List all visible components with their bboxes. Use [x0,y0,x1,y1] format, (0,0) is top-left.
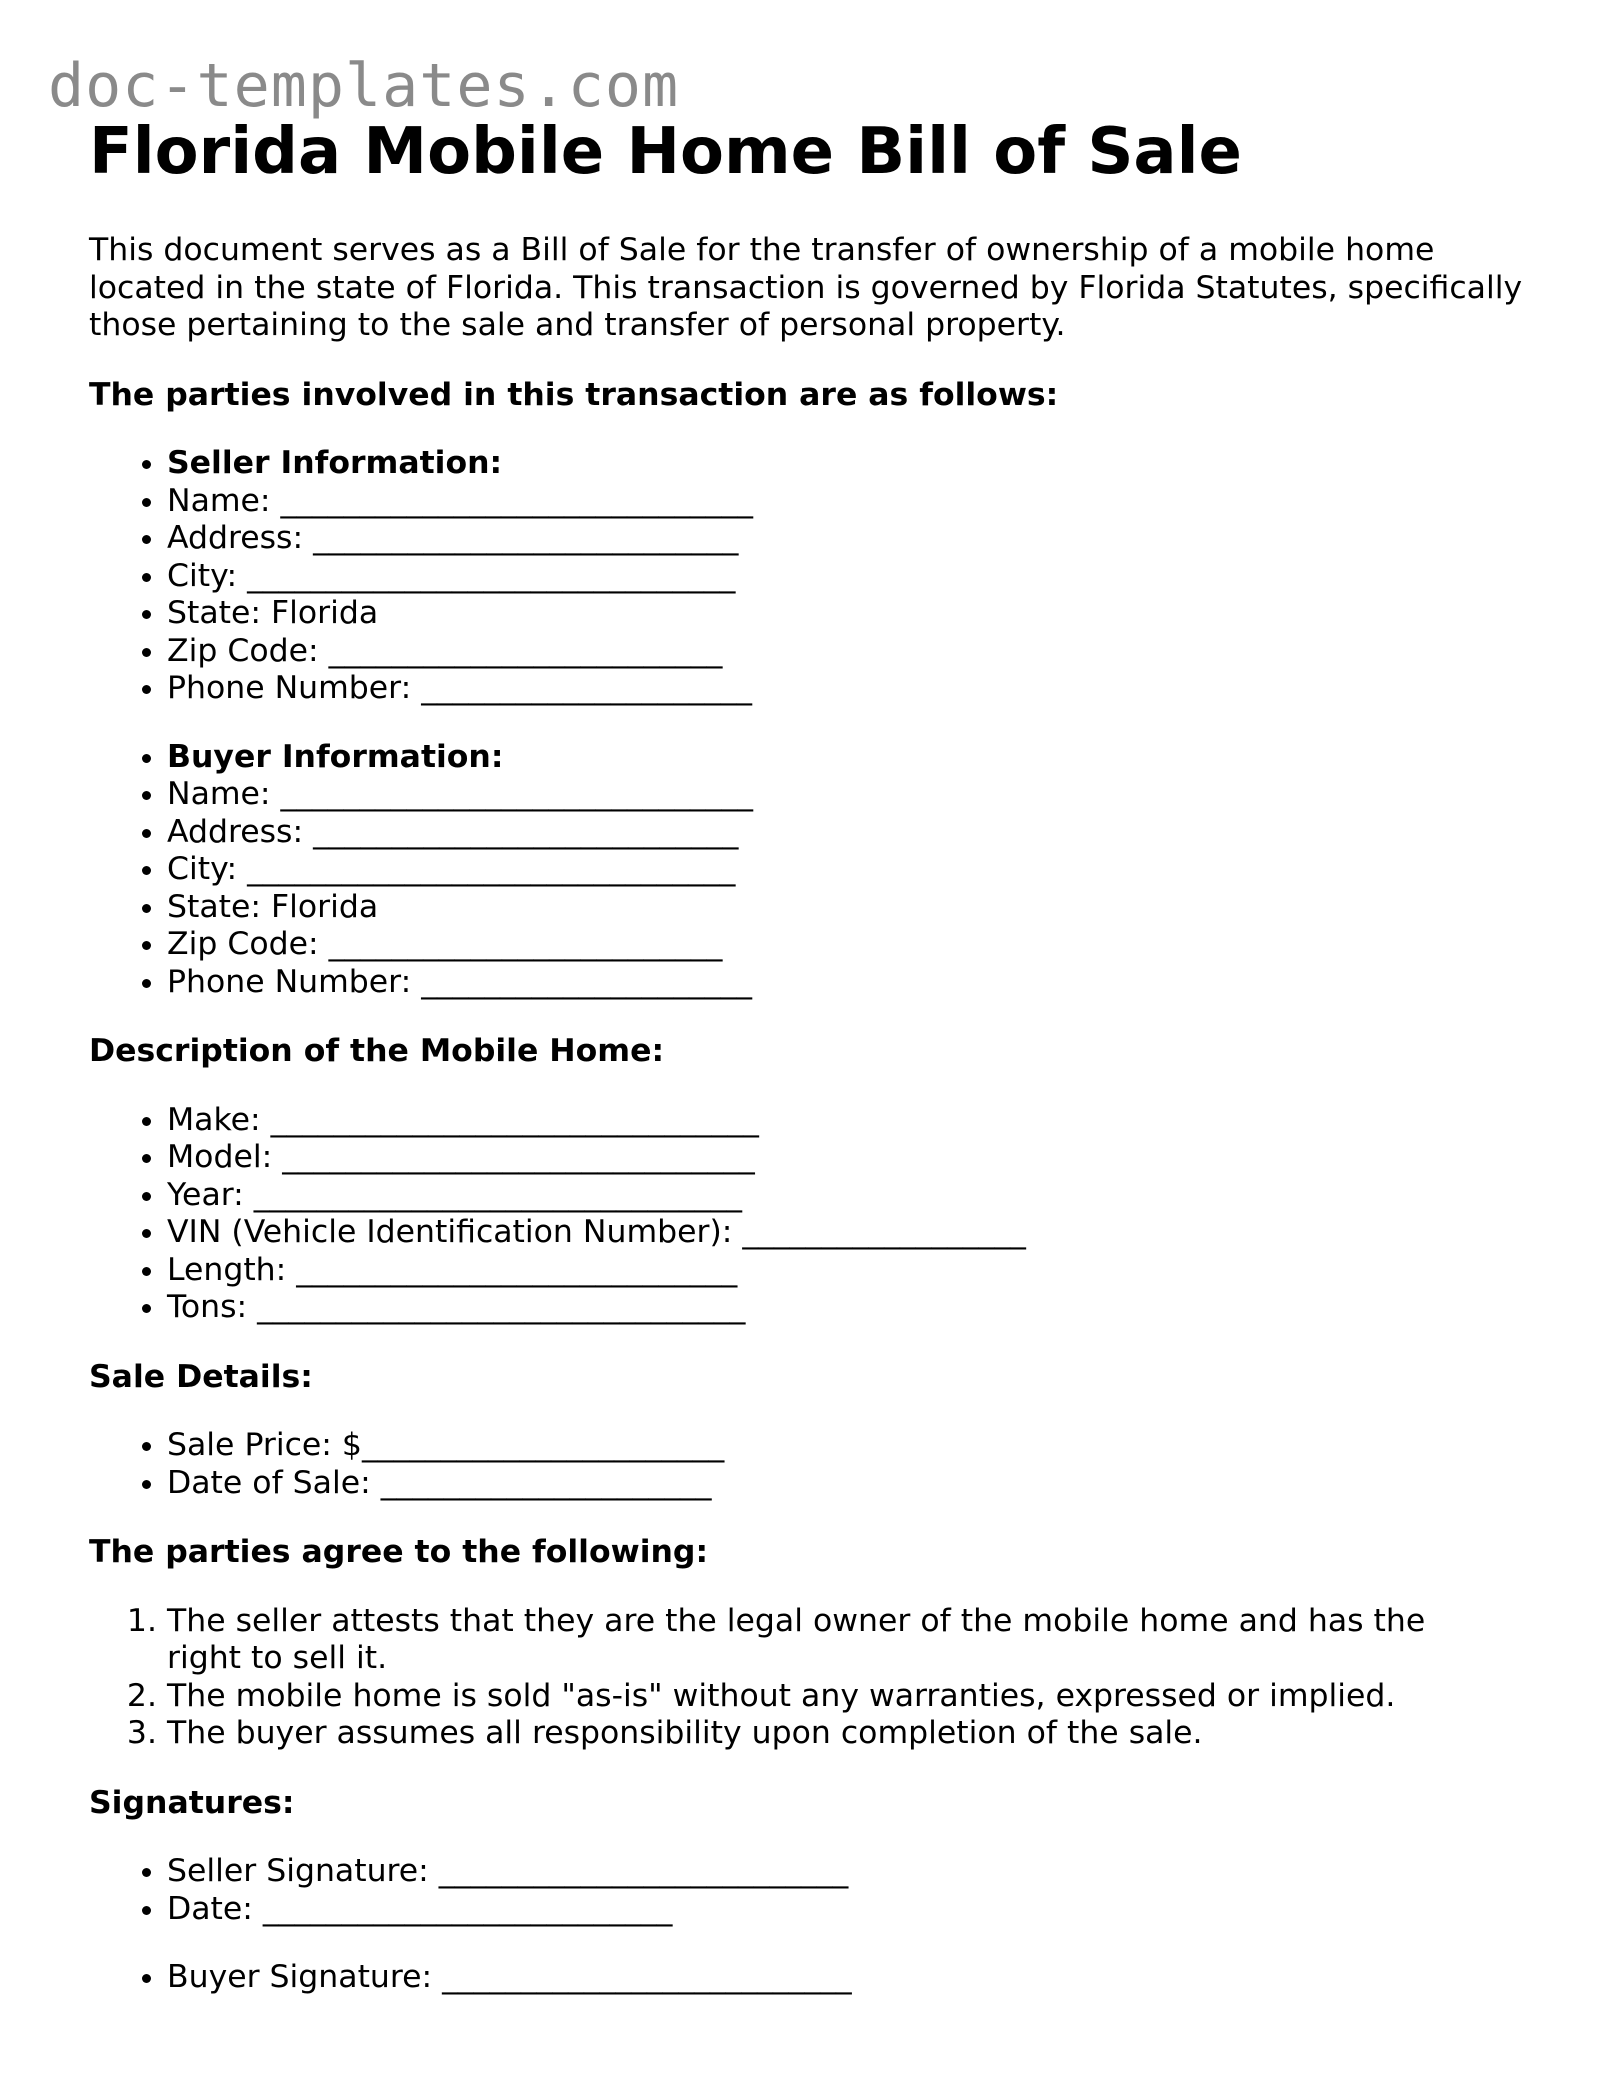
parties-heading: The parties involved in this transaction are as follows: [89,376,1059,413]
length-field: • Length: ____________________________ [167,1252,1529,1290]
seller-name-field: • Name: ______________________________ [167,483,1529,521]
seller-state-field: • State: Florida [167,595,1529,633]
seller-signature-date-field: • Date: __________________________ [167,1891,1529,1929]
agreement-item: 2. The mobile home is sold "as-is" without any warranties, expressed or implied. [167,1678,1529,1716]
sale-price-field: • Sale Price: $_______________________ [167,1427,1529,1465]
seller-city-field: • City: _______________________________ [167,558,1529,596]
signatures-heading: Signatures: [89,1784,295,1821]
buyer-info-heading: • Buyer Information: [167,739,1529,777]
watermark: doc-templates.com [48,51,680,121]
make-field: • Make: _______________________________ [167,1102,1529,1140]
seller-address-field: • Address: ___________________________ [167,520,1529,558]
seller-signature-field: • Seller Signature: __________________________ [167,1853,1529,1891]
buyer-city-field: • City: _______________________________ [167,851,1529,889]
agreement-item: 1. The seller attests that they are the legal owner of the mobile home and has the right to sell it. [167,1603,1507,1678]
seller-zip-field: • Zip Code: _________________________ [167,633,1529,671]
description-heading: Description of the Mobile Home: [89,1033,665,1069]
seller-info-list [89,445,1529,708]
sale-details-heading: Sale Details: [89,1358,313,1395]
agreement-item: 3. The buyer assumes all responsibility upon completion of the sale. [167,1715,1529,1753]
agreement-heading: The parties agree to the following: [89,1534,709,1570]
buyer-name-field: • Name: ______________________________ [167,776,1529,814]
buyer-signature-field: • Buyer Signature: __________________________ [167,1959,1529,1997]
vin-field: • VIN (Vehicle Identification Number): __________________ [167,1214,1529,1252]
document-title: Florida Mobile Home Bill of Sale [89,115,1242,189]
seller-phone-field: • Phone Number: _____________________ [167,670,1529,708]
sale-date-field: • Date of Sale: _____________________ [167,1465,1529,1503]
intro-paragraph: This document serves as a Bill of Sale for the transfer of ownership of a mobile home located in the state of Florida. This transaction is governed by Florida Statutes, specifically those pertaining to the sale and transfer of personal property. [89,232,1523,343]
buyer-signature-list [89,1959,1529,1997]
seller-info-heading: • Seller Information: [167,445,1529,483]
description-list [89,1102,1529,1327]
sale-details-list [89,1427,1529,1502]
tons-field: • Tons: _______________________________ [167,1289,1529,1327]
seller-signature-list [89,1853,1529,1928]
buyer-zip-field: • Zip Code: _________________________ [167,926,1529,964]
agreement-list [89,1603,1529,1753]
buyer-address-field: • Address: ___________________________ [167,814,1529,852]
document-page [89,112,1529,1997]
year-field: • Year: _______________________________ [167,1177,1529,1215]
buyer-state-field: • State: Florida [167,889,1529,927]
buyer-info-list [89,739,1529,1002]
model-field: • Model: ______________________________ [167,1139,1529,1177]
buyer-phone-field: • Phone Number: _____________________ [167,964,1529,1002]
